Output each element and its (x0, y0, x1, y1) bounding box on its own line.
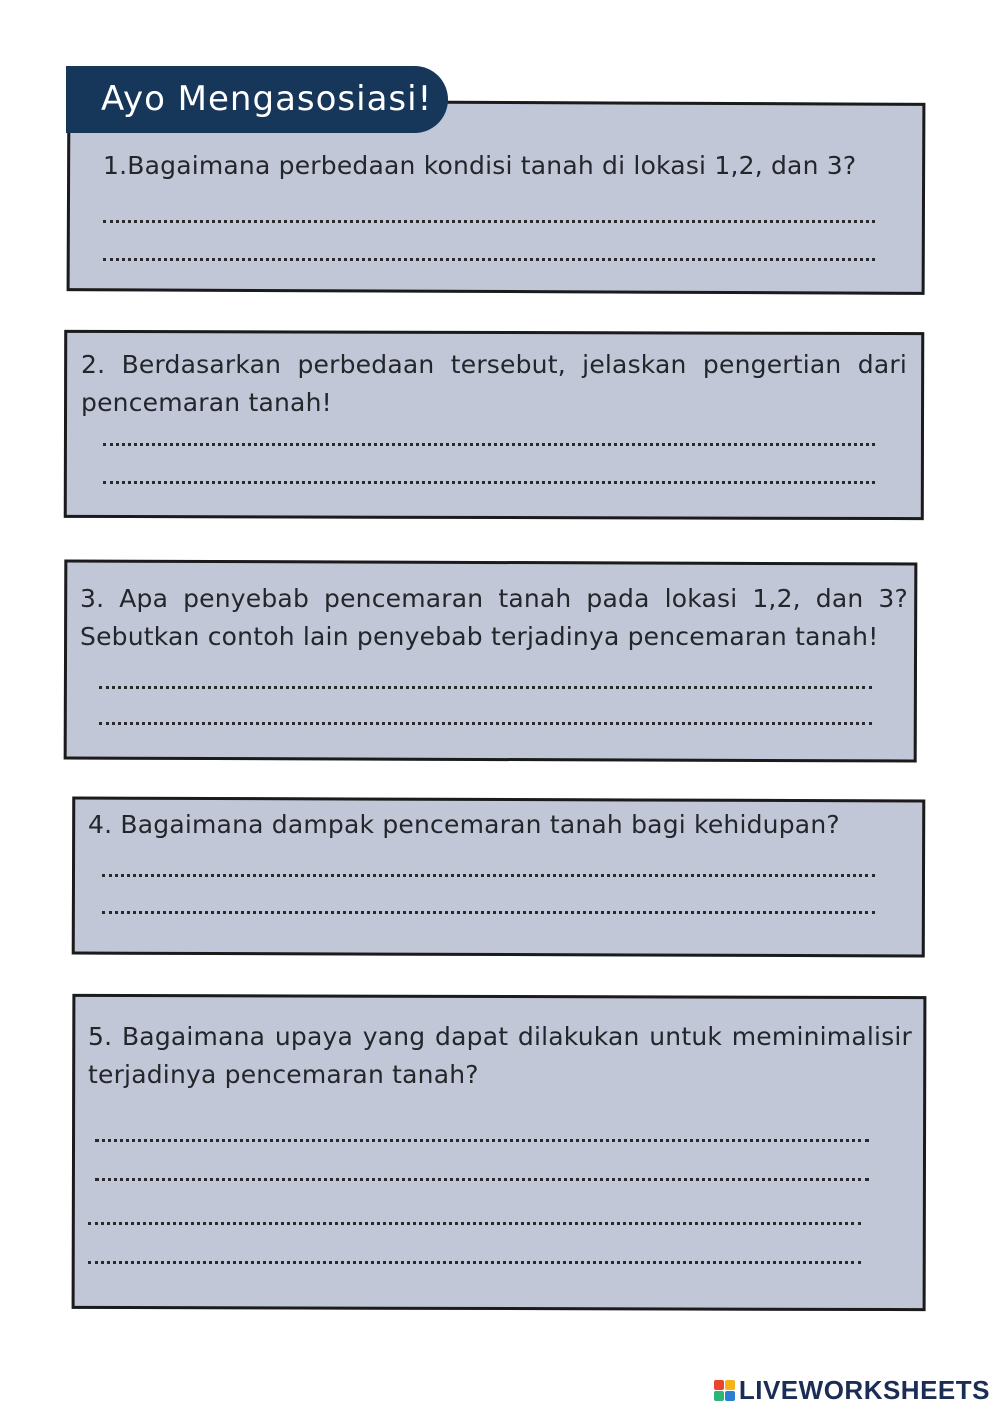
question-4-text: 4. Bagaimana dampak pencemaran tanah bagi kehidupan? (88, 810, 840, 839)
question-3-text: 3. Apa penyebab pencemaran tanah pada lokasi 1,2, dan 3? Sebutkan contoh lain penyebab terjadinya pencemaran tanah! (80, 584, 908, 651)
liveworksheets-logo (714, 1375, 990, 1406)
answer-line[interactable] (103, 481, 875, 484)
answer-line[interactable] (103, 258, 875, 261)
question-2-text: 2. Berdasarkan perbedaan tersebut, jelaskan pengertian dari pencemaran tanah! (81, 350, 907, 417)
answer-line[interactable] (99, 686, 872, 689)
brand-name: LIVEWORKSHEETS (738, 1375, 990, 1405)
answer-line[interactable] (99, 722, 872, 725)
question-1-text: 1.Bagaimana perbedaan kondisi tanah di lokasi 1,2, dan 3? (103, 151, 857, 180)
page-title: Ayo Mengasosiasi! (101, 79, 433, 119)
answer-line[interactable] (102, 911, 875, 914)
liveworksheets-icon (714, 1380, 735, 1401)
answer-line[interactable] (103, 443, 875, 446)
answer-line[interactable] (102, 874, 875, 877)
answer-line[interactable] (88, 1261, 861, 1264)
answer-line[interactable] (103, 220, 875, 223)
question-5-text: 5. Bagaimana upaya yang dapat dilakukan untuk meminimalisir terjadinya pencemaran tanah? (88, 1022, 912, 1089)
answer-line[interactable] (95, 1139, 869, 1142)
answer-line[interactable] (95, 1178, 869, 1181)
answer-line[interactable] (88, 1222, 861, 1225)
